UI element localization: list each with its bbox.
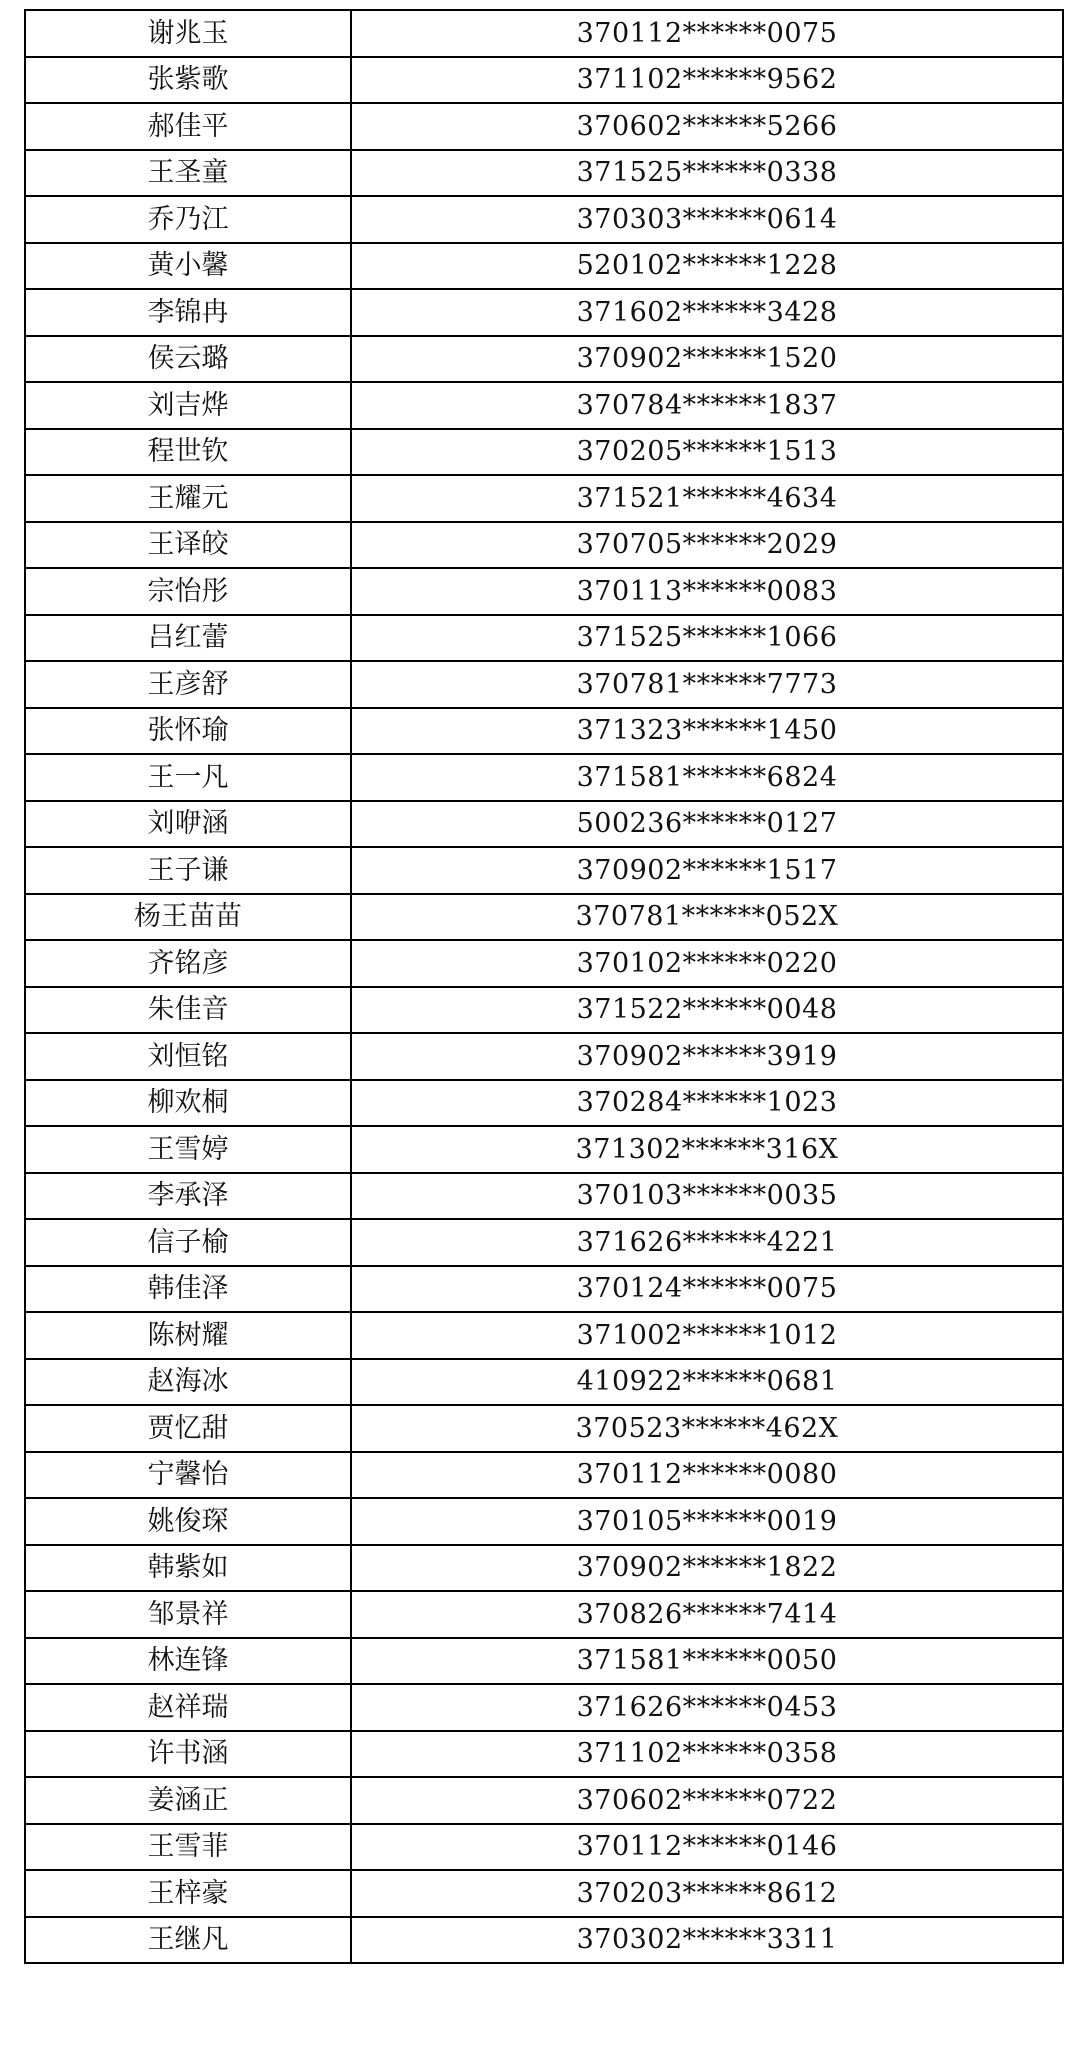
id-number-cell: 371323******1450	[351, 708, 1063, 755]
id-number-cell: 371521******4634	[351, 475, 1063, 522]
table-row	[25, 1591, 1063, 1638]
id-number-cell: 370705******2029	[351, 522, 1063, 569]
table-row	[25, 1824, 1063, 1871]
id-number-cell: 370112******0080	[351, 1452, 1063, 1499]
name-cell: 乔乃江	[25, 196, 351, 243]
id-number-cell: 371626******4221	[351, 1219, 1063, 1266]
name-cell: 贾忆甜	[25, 1405, 351, 1452]
id-number-cell: 370303******0614	[351, 196, 1063, 243]
table-row	[25, 708, 1063, 755]
table-row	[25, 987, 1063, 1034]
name-cell: 王彦舒	[25, 661, 351, 708]
id-number-cell: 370112******0146	[351, 1824, 1063, 1871]
table-row	[25, 661, 1063, 708]
id-number-cell: 371302******316X	[351, 1126, 1063, 1173]
id-number-cell: 371525******0338	[351, 150, 1063, 197]
name-cell: 王一凡	[25, 754, 351, 801]
table-row	[25, 289, 1063, 336]
name-cell: 郝佳平	[25, 103, 351, 150]
name-cell: 刘咿涵	[25, 801, 351, 848]
table-row	[25, 1777, 1063, 1824]
id-number-cell: 410922******0681	[351, 1359, 1063, 1406]
table-row	[25, 1219, 1063, 1266]
table-row	[25, 1545, 1063, 1592]
table-row	[25, 243, 1063, 290]
id-number-cell: 371602******3428	[351, 289, 1063, 336]
table-row	[25, 1405, 1063, 1452]
id-number-cell: 370902******1517	[351, 847, 1063, 894]
id-number-cell: 370302******3311	[351, 1917, 1063, 1964]
name-cell: 柳欢桐	[25, 1080, 351, 1127]
name-cell: 王雪婷	[25, 1126, 351, 1173]
name-cell: 刘恒铭	[25, 1033, 351, 1080]
id-number-cell: 371581******6824	[351, 754, 1063, 801]
id-number-cell: 371626******0453	[351, 1684, 1063, 1731]
table-row	[25, 1080, 1063, 1127]
table-row	[25, 1498, 1063, 1545]
table-row	[25, 1731, 1063, 1778]
id-number-cell: 370902******3919	[351, 1033, 1063, 1080]
table-row	[25, 847, 1063, 894]
id-number-cell: 370103******0035	[351, 1173, 1063, 1220]
name-cell: 杨王苗苗	[25, 894, 351, 941]
id-number-cell: 371522******0048	[351, 987, 1063, 1034]
id-number-cell: 520102******1228	[351, 243, 1063, 290]
name-cell: 程世钦	[25, 429, 351, 476]
table-row	[25, 1266, 1063, 1313]
name-cell: 王圣童	[25, 150, 351, 197]
id-number-cell: 370902******1520	[351, 336, 1063, 383]
name-cell: 王继凡	[25, 1917, 351, 1964]
table-row	[25, 475, 1063, 522]
id-number-cell: 370826******7414	[351, 1591, 1063, 1638]
table-row	[25, 801, 1063, 848]
table-row	[25, 1452, 1063, 1499]
name-cell: 宗怡彤	[25, 568, 351, 615]
id-number-cell: 500236******0127	[351, 801, 1063, 848]
id-number-cell: 371525******1066	[351, 615, 1063, 662]
table-row	[25, 1917, 1063, 1964]
table-row	[25, 568, 1063, 615]
name-cell: 王梓豪	[25, 1870, 351, 1917]
id-number-cell: 370124******0075	[351, 1266, 1063, 1313]
name-cell: 朱佳音	[25, 987, 351, 1034]
id-number-cell: 370602******0722	[351, 1777, 1063, 1824]
name-cell: 王译皎	[25, 522, 351, 569]
name-cell: 李锦冉	[25, 289, 351, 336]
roster-table	[24, 9, 1064, 1964]
table-row	[25, 429, 1063, 476]
name-cell: 吕红蕾	[25, 615, 351, 662]
name-cell: 许书涵	[25, 1731, 351, 1778]
name-cell: 韩佳泽	[25, 1266, 351, 1313]
name-cell: 赵海冰	[25, 1359, 351, 1406]
name-cell: 李承泽	[25, 1173, 351, 1220]
id-number-cell: 371102******0358	[351, 1731, 1063, 1778]
roster-table-body	[25, 10, 1063, 1963]
table-row	[25, 196, 1063, 243]
name-cell: 姜涵正	[25, 1777, 351, 1824]
id-number-cell: 370902******1822	[351, 1545, 1063, 1592]
name-cell: 王子谦	[25, 847, 351, 894]
table-row	[25, 1033, 1063, 1080]
id-number-cell: 370203******8612	[351, 1870, 1063, 1917]
table-row	[25, 522, 1063, 569]
name-cell: 陈树耀	[25, 1312, 351, 1359]
table-row	[25, 1684, 1063, 1731]
name-cell: 姚俊琛	[25, 1498, 351, 1545]
id-number-cell: 370113******0083	[351, 568, 1063, 615]
name-cell: 林连锋	[25, 1638, 351, 1685]
name-cell: 张紫歌	[25, 57, 351, 104]
id-number-cell: 371581******0050	[351, 1638, 1063, 1685]
name-cell: 信子榆	[25, 1219, 351, 1266]
name-cell: 邹景祥	[25, 1591, 351, 1638]
id-number-cell: 371002******1012	[351, 1312, 1063, 1359]
name-cell: 侯云璐	[25, 336, 351, 383]
name-cell: 谢兆玉	[25, 10, 351, 57]
table-row	[25, 10, 1063, 57]
name-cell: 韩紫如	[25, 1545, 351, 1592]
name-cell: 齐铭彦	[25, 940, 351, 987]
id-number-cell: 370102******0220	[351, 940, 1063, 987]
id-number-cell: 370781******052X	[351, 894, 1063, 941]
table-row	[25, 1312, 1063, 1359]
table-row	[25, 1638, 1063, 1685]
id-number-cell: 370781******7773	[351, 661, 1063, 708]
id-number-cell: 370205******1513	[351, 429, 1063, 476]
table-row	[25, 754, 1063, 801]
name-cell: 张怀瑜	[25, 708, 351, 755]
id-number-cell: 370284******1023	[351, 1080, 1063, 1127]
table-row	[25, 57, 1063, 104]
table-row	[25, 150, 1063, 197]
table-row	[25, 1359, 1063, 1406]
table-row	[25, 1870, 1063, 1917]
name-cell: 赵祥瑞	[25, 1684, 351, 1731]
table-row	[25, 103, 1063, 150]
table-row	[25, 894, 1063, 941]
id-number-cell: 371102******9562	[351, 57, 1063, 104]
table-row	[25, 615, 1063, 662]
id-number-cell: 370112******0075	[351, 10, 1063, 57]
id-number-cell: 370105******0019	[351, 1498, 1063, 1545]
id-number-cell: 370602******5266	[351, 103, 1063, 150]
table-row	[25, 1126, 1063, 1173]
table-row	[25, 940, 1063, 987]
name-cell: 宁馨怡	[25, 1452, 351, 1499]
table-row	[25, 336, 1063, 383]
name-cell: 王耀元	[25, 475, 351, 522]
name-cell: 刘吉烨	[25, 382, 351, 429]
roster-table-container	[24, 9, 1062, 1964]
table-row	[25, 382, 1063, 429]
id-number-cell: 370523******462X	[351, 1405, 1063, 1452]
name-cell: 王雪菲	[25, 1824, 351, 1871]
name-cell: 黄小馨	[25, 243, 351, 290]
id-number-cell: 370784******1837	[351, 382, 1063, 429]
table-row	[25, 1173, 1063, 1220]
